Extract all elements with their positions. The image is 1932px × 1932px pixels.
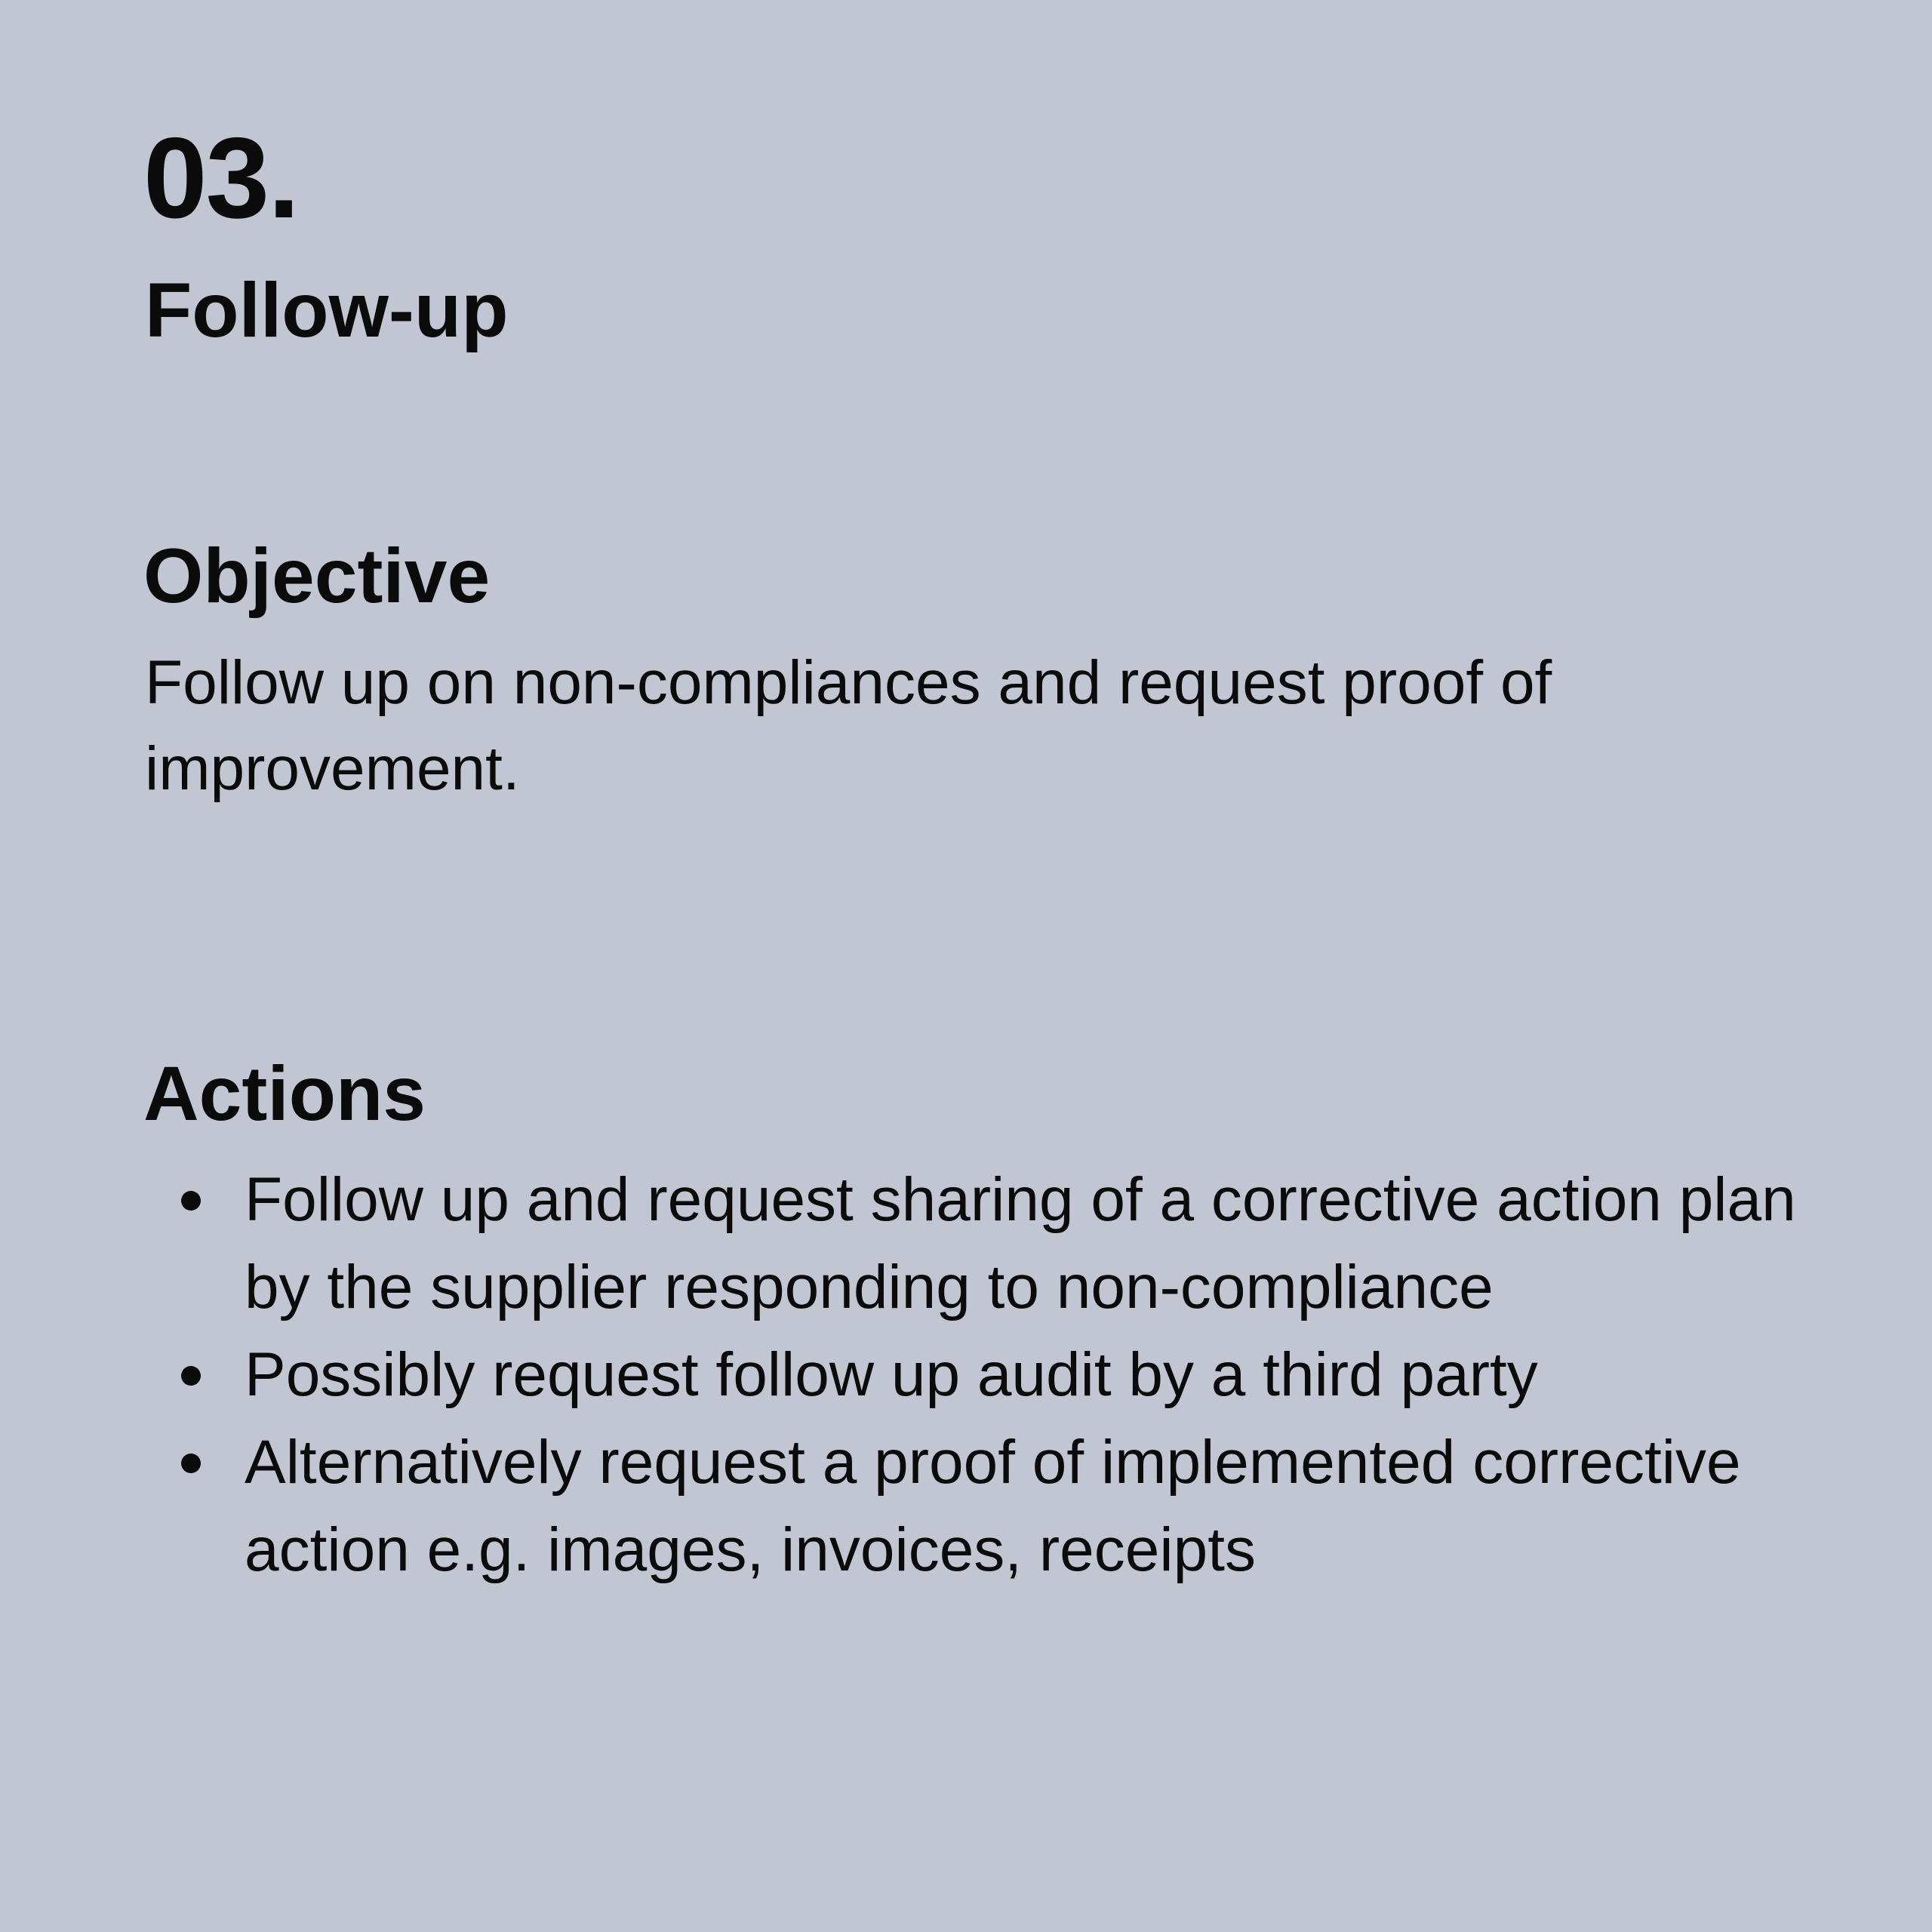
step-title: Follow-up [145,267,509,353]
actions-heading: Actions [143,1051,426,1137]
bullet-icon [181,1366,201,1386]
bullet-icon [181,1191,201,1211]
bullet-icon [181,1454,201,1473]
action-item [143,1419,1804,1594]
action-list [143,1156,1804,1594]
step-number: 03. [143,114,299,242]
action-text: Follow up and request sharing of a corrective action plan by the supplier responding to non-compliance [245,1165,1796,1321]
action-text: Possibly request follow up audit by a third party [245,1340,1538,1409]
objective-heading: Objective [143,533,491,619]
action-item [143,1156,1804,1331]
action-text: Alternatively request a proof of implemented corrective action e.g. images, invoices, receipts [245,1428,1741,1584]
action-item [143,1331,1804,1419]
objective-text: Follow up on non-compliances and request proof of improvement. [145,648,1552,803]
